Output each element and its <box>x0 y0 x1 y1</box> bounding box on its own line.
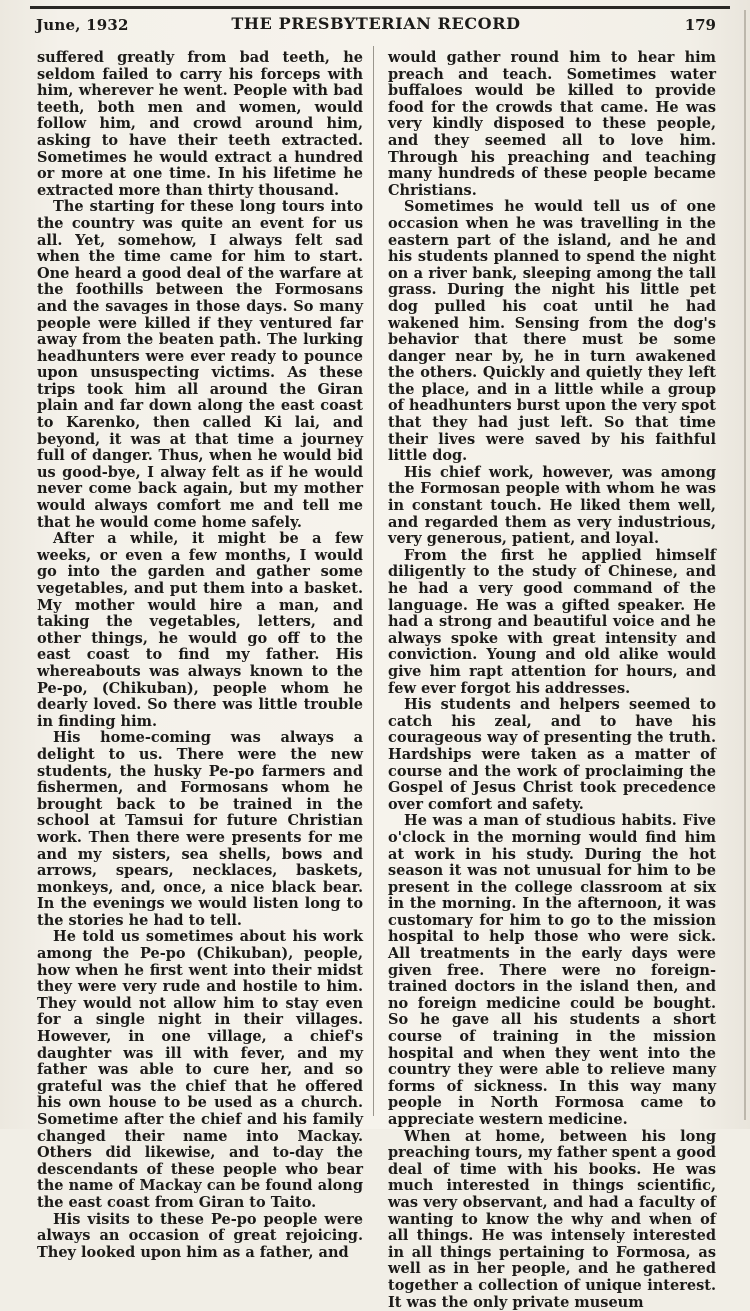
column-divider <box>373 46 374 1116</box>
paragraph: His students and helpers seemed to catch his zeal, and to have his courageous way of presenting the truth. Hardships were taken as a matter of course and the work of proclaiming the Gospel of Jesus Christ took precedence over comfort and safety. <box>388 696 716 813</box>
paragraph: would gather round him to hear him preach and teach. Sometimes water buffaloes would be killed to provide food for the crowds that came. He was very kindly disposed to these people, and they seemed all to love him. Through his preaching and teaching many hundreds of these people became Christians. <box>388 49 716 199</box>
paragraph: Sometimes he would tell us of one occasion when he was travelling in the eastern part of the island, and he and his students planned to spend the night on a river bank, sleeping among the tall grass. During the night his little pet dog pulled his coat until he had wakened him. Sensing from the dog's behavior that there must be some danger near by, he in turn awakened the others. Quickly and quietly they left the place, and in a little while a group of headhunters burst upon the very spot that they had just left. So that time their lives were saved by his faithful little dog. <box>388 198 716 465</box>
paragraph: His chief work, however, was among the Formosan people with whom he was in constant touch. He liked them well, and regarded them as very industrious, very generous, patient, and loyal. <box>388 463 716 548</box>
paragraph: His home-coming was always a delight to us. There were the new students, the husky Pe-po farmers and fishermen, and Formosans whom he brought back to be trained in the school at Tamsui for future Christian work. Then there were presents for me and my sisters, sea shells, bows and arrows, spears, necklaces, baskets, monkeys, and, once, a nice black bear. In the evenings we would listen long to the stories he had to tell. <box>37 729 363 929</box>
paragraph: suffered greatly from bad teeth, he seldom failed to carry his forceps with him, wherever he went. People with bad teeth, both men and women, would follow him, and crowd around him, asking to have their teeth extracted. Sometimes he would extract a hundred or more at one time. In his lifetime he extracted more than thirty thousand. <box>37 49 363 199</box>
paragraph: His visits to these Pe-po people were always an occasion of great rejoicing. They looked upon him as a father, and <box>37 1210 363 1261</box>
paragraph: He told us sometimes about his work among the Pe-po (Chikuban), people, how when he first went into their midst they were very rude and hostile to him. They would not allow him to stay even for a single night in their villages. However, in one village, a chief's daughter was ill with fever, and my father was able to cure her, and so grateful was the chief that he offered his own house to be used as a church. Sometime after the chief and his family changed their name into Mackay. Others did likewise, and to-day the descendants of these people who bear the name of Mackay can be found along the east coast from Giran to Taito. <box>37 928 363 1211</box>
paragraph: From the first he applied himself diligently to the study of Chinese, and he had a very good command of the language. He was a gifted speaker. He had a strong and beautiful voice and he always spoke with great intensity and conviction. Young and old alike would give him rapt attention for hours, and few ever forgot his addresses. <box>388 546 716 697</box>
paragraph: He was a man of studious habits. Five o'clock in the morning would find him at work in his study. During the hot season it was not unusual for him to be present in the college classroom at six in the morning. In the afternoon, it was customary for him to go to the mission hospital to help those who were sick. All treatments in the early days were given free. There were no foreign-trained doctors in the island then, and no foreign medicine could be bought. So he gave all his students a short course of training in the mission hospital and when they went into the country they were able to relieve many forms of sickness. In this way many people in North Formosa came to appreciate western medicine. <box>388 812 716 1128</box>
page-header <box>36 6 716 36</box>
paragraph: The starting for these long tours into the country was quite an event for us all. Yet, somehow, I always felt sad when the time came for him to start. One heard a good deal of the warfare at the foothills between the Formosans and the savages in those days. So many people were killed if they ventured far away from the beaten path. The lurking headhunters were ever ready to pounce upon unsuspecting victims. As these trips took him all around the Giran plain and far down along the east coast to Karenko, then called Ki lai, and beyond, it was at that time a journey full of danger. Thus, when he would bid us good-bye, I alway felt as if he would never come back again, but my mother would always comfort me and tell me that he would come home safely. <box>37 198 363 531</box>
page-edge <box>744 10 746 1120</box>
publication-title: THE PRESBYTERIAN RECORD <box>231 14 521 33</box>
header-date: June, 1932 <box>36 16 129 34</box>
paragraph: When at home, between his long preaching tours, my father spent a good deal of time with his books. He was much interested in things scientific, was very observant, and had a faculty of wanting to know the why and when of all things. He was intensely interested in all things pertaining to Formosa, as well as in her people, and he gathered together a collection of unique interest. It was the only private museum <box>388 1127 716 1311</box>
right-column <box>388 50 716 1311</box>
page-number: 179 <box>684 16 716 34</box>
left-column <box>37 50 363 1261</box>
paragraph: After a while, it might be a few weeks, or even a few months, I would go into the garden and gather some vegetables, and put them into a basket. My mother would hire a man, and taking the vegetables, letters, and other things, he would go off to the east coast to find my father. His whereabouts was always known to the Pe-po, (Chikuban), people whom he dearly loved. So there was little trouble in finding him. <box>37 530 363 730</box>
